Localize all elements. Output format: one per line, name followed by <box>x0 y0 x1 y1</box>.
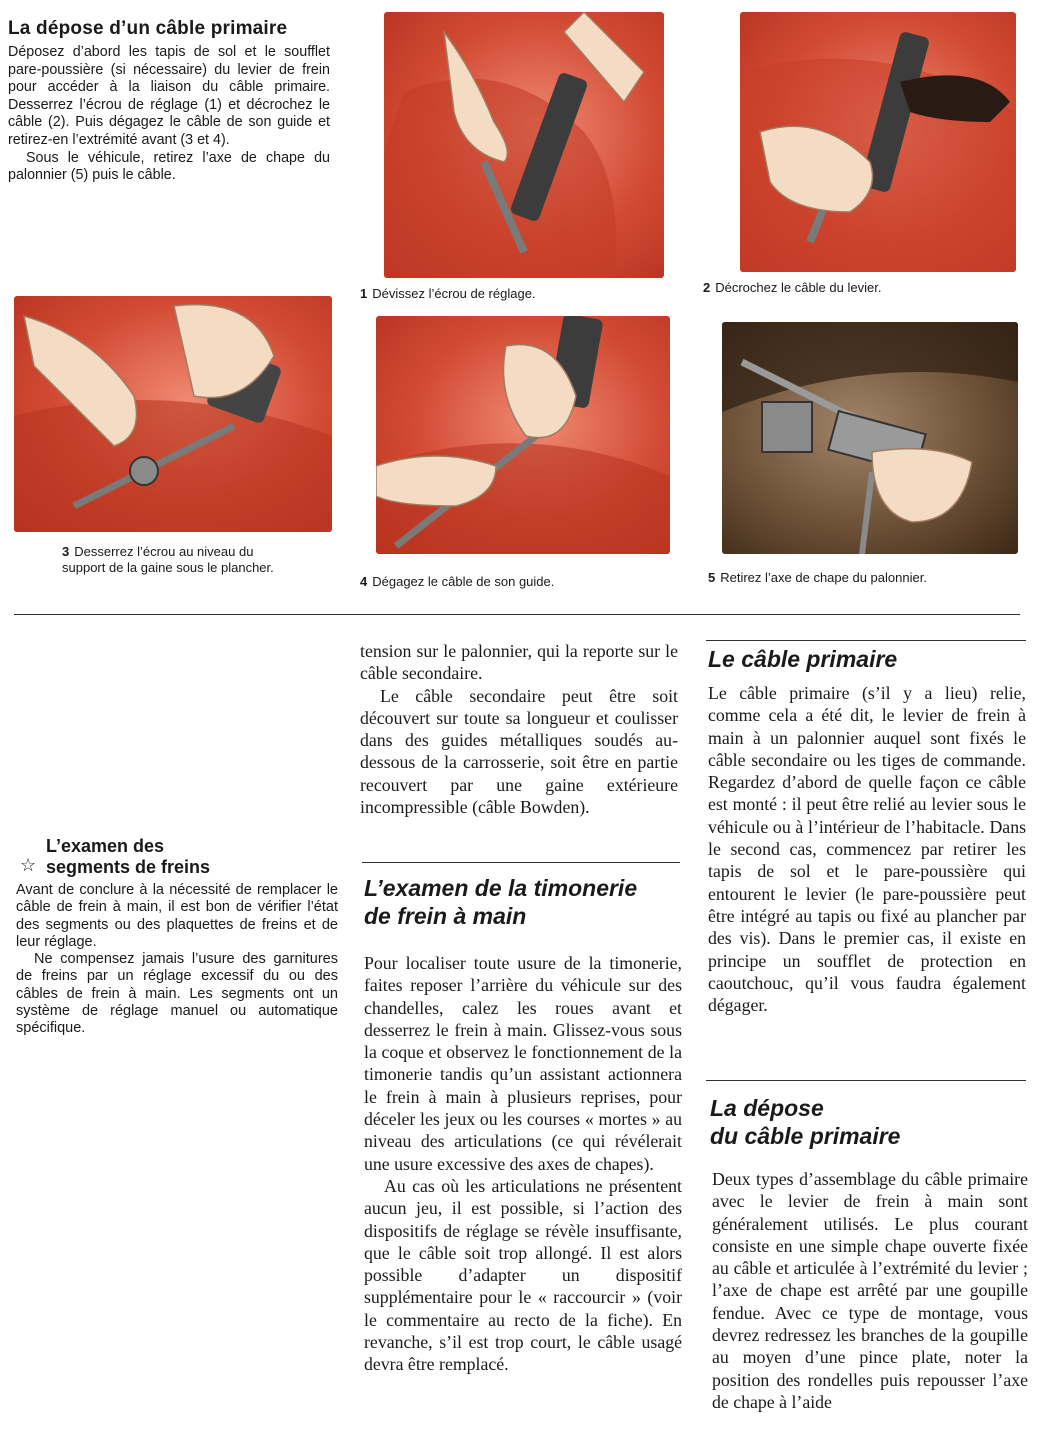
section-heading-timonerie <box>364 874 682 930</box>
figure-3-illustration <box>14 296 332 532</box>
column-paragraph: Le câble secondaire peut être soit découvert sur toute sa longueur et coulisser dans des guides métalliques soudés au-dessous de la carrosserie, soit être en partie recouvert par une gaine extérieure incompressible (câble Bowden). <box>360 685 678 818</box>
column-paragraph: Le câble primaire (s’il y a lieu) relie, comme cela a été dit, le levier de frein à main à un palonnier auquel sont fixés le câble secondaire ou les tiges de commande. Regardez d’abord de quelle façon ce câble est monté : il peut être relié au levier sous le véhicule ou à l’intérieur de l’habitacle. Dans le second cas, commencez par retirer les tapis de sol et le pare-poussière qui entourent le levier (le pare-poussière peut être intégré au tapis ou fixé au plancher par des vis). Dans le premier cas, il existe en principe un soufflet de protection en caoutchouc, qu’il vous faudra également dégager. <box>708 683 1026 1016</box>
column-paragraph: Pour localiser toute usure de la timonerie, faites reposer l’arrière du véhicule sur des chandelles, calez les roues avant et desserrez le frein à main. Glissez-vous sous la coque et observez le fonctionnement de la timonerie tandis qu’un assistant actionnera le frein à main à plusieurs reprises, pour déceler les jeux ou les courses « mortes » au niveau des articulations (ce qui révélerait une usure excessive des axes de chapes). <box>364 953 682 1174</box>
sidebar-paragraph: Avant de conclure à la nécessité de remplacer le câble de frein à main, il est bon de vérifier l’état des segments ou des plaquettes de freins et de leur réglage. <box>16 882 338 950</box>
intro-title: La dépose d’un câble primaire <box>8 18 288 39</box>
heading-line: du câble primaire <box>710 1123 901 1149</box>
figure-number: 4 <box>360 574 368 589</box>
sidebar-text <box>16 882 338 1038</box>
section-heading-cable-primaire: Le câble primaire <box>708 646 898 672</box>
figure-1-caption <box>360 286 640 302</box>
intro-text <box>8 44 330 185</box>
heading-rule <box>362 862 680 863</box>
sidebar-title-line: L’examen des <box>46 836 165 856</box>
heading-line: de frein à main <box>364 903 527 929</box>
star-icon: ☆ <box>20 855 37 875</box>
intro-paragraph: Sous le véhicule, retirez l’axe de chape du palonnier (5) puis le câble. <box>8 149 330 184</box>
section-heading-depose <box>710 1094 1028 1150</box>
figure-number: 5 <box>708 570 716 585</box>
sidebar-paragraph: Ne compensez jamais l’usure des garnitures de freins par un réglage excessif du ou des câbles de frein à main. Les segments ont un système de réglage manuel ou automatique spécifique. <box>16 951 338 1037</box>
heading-line: La dépose <box>710 1095 824 1121</box>
heading-line: L’examen de la timonerie <box>364 875 638 901</box>
column-paragraph: Deux types d’assemblage du câble primaire avec le levier de frein à main sont généralement utilisés. Le plus courant consiste en une simple chape ouverte fixée au câble et articulée à l’extrémité du levier ; l’axe de chape est arrêté par une goupille fendue. Avec ce type de montage, vous devrez redressez les branches de la goupille au moyen d’une pince plate, noter la position des rondelles puis repousser l’axe de chape à l’aide <box>712 1169 1028 1412</box>
figure-2-illustration <box>740 12 1016 272</box>
caption-text: Desserrez l’écrou au niveau du support de la gaine sous le plancher. <box>62 544 274 575</box>
column-3-body <box>708 682 1026 1016</box>
caption-text: Décrochez le câble du levier. <box>715 280 882 295</box>
column-2-top <box>360 640 678 818</box>
caption-text: Dégagez le câble de son guide. <box>372 574 555 589</box>
figure-3-caption <box>62 544 292 575</box>
figure-2-caption <box>703 280 1003 296</box>
sidebar-title-line: segments de freins <box>46 857 211 877</box>
section-divider <box>14 614 1020 615</box>
heading-rule <box>706 640 1026 641</box>
column-3-body-2 <box>712 1168 1028 1413</box>
figure-5-illustration <box>722 322 1018 554</box>
heading-rule <box>706 1080 1026 1081</box>
figure-number: 2 <box>703 280 711 295</box>
caption-text: Dévissez l’écrou de réglage. <box>372 286 536 301</box>
intro-paragraph: Déposez d’abord les tapis de sol et le soufflet pare-poussière (si nécessaire) du levier de frein pour accéder à la liaison du câble primaire. Desserrez l’écrou de réglage (1) et décrochez le câble (2). Puis dégagez le câble de son guide et retirez-en l’extrémité avant (3 et 4). <box>8 44 330 148</box>
figure-number: 3 <box>62 544 70 559</box>
figure-4-illustration <box>376 316 670 554</box>
figure-number: 1 <box>360 286 368 301</box>
column-2-body <box>364 952 682 1376</box>
column-paragraph: Au cas où les articulations ne présentent aucun jeu, il est possible, si l’action des dispositifs de réglage se révèle insuffisante, que le câble soit trop allongé. Il est alors possible d’adapter un dispositif supplémentaire pour le « raccourcir » (voir le commentaire au recto de la fiche). En revanche, s’il est trop court, le câble usagé devra être remplacé. <box>364 1175 682 1375</box>
column-paragraph: tension sur le palonnier, qui la reporte sur le câble secondaire. <box>360 641 678 684</box>
figure-4-caption <box>360 574 640 590</box>
caption-text: Retirez l’axe de chape du palonnier. <box>720 570 927 585</box>
figure-5-caption <box>708 570 1008 586</box>
sidebar-title <box>46 836 210 878</box>
figure-1-illustration <box>384 12 664 278</box>
